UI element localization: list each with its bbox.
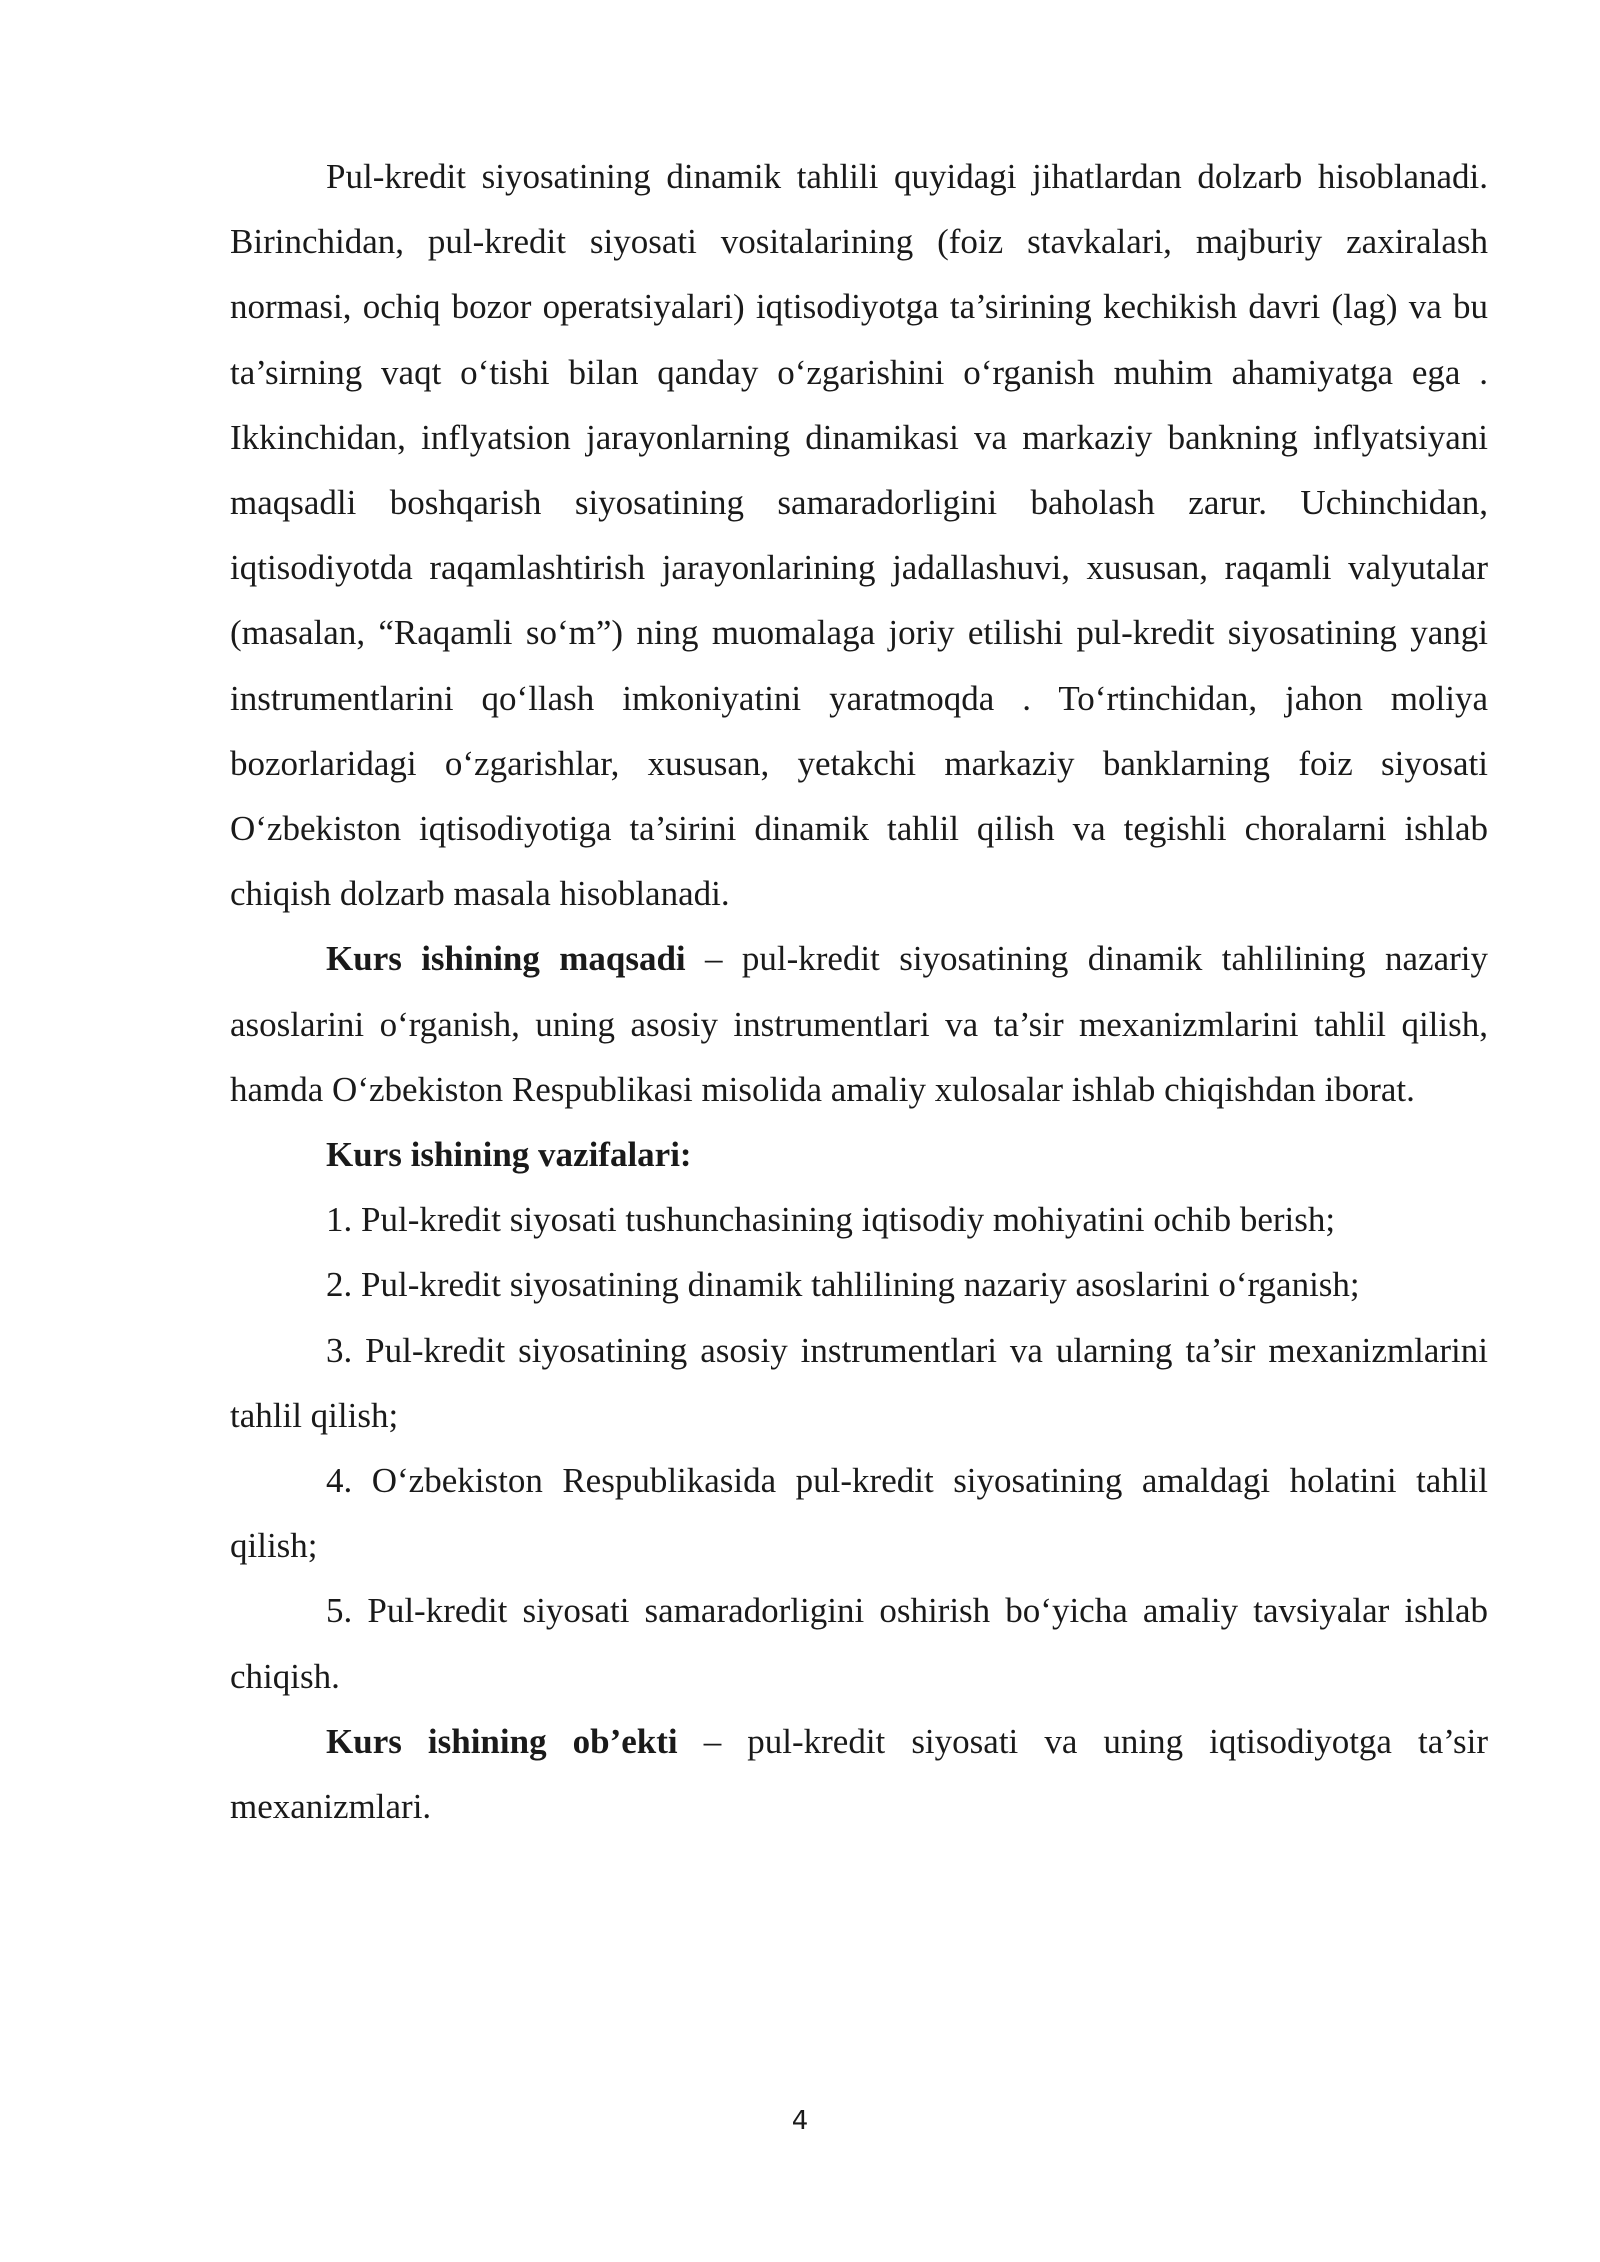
object-paragraph — [230, 1709, 1488, 1839]
tasks-heading-label: Kurs ishining vazifalari: — [326, 1135, 692, 1175]
goal-paragraph — [230, 926, 1488, 1122]
page-number: 4 — [791, 2106, 809, 2136]
tasks-heading — [230, 1122, 1488, 1187]
task-item-2: 2. Pul-kredit siyosatining dinamik tahlilining nazariy asoslarini o‘rganish; — [326, 1265, 1360, 1305]
task-item-4: 4. O‘zbekiston Respublikasida pul-kredit siyosatining amaldagi holatini tahlil qilish; — [230, 1461, 1488, 1566]
goal-text: – pul-kredit siyosatining dinamik tahlilining nazariy asoslarini o‘rganish, uning asosiy instrumentlari va ta’sir mexanizmlarini tahlil qilish, hamda O‘zbekiston Respublikasi misolida amaliy xulosalar ishlab chiqishdan iborat. — [230, 939, 1488, 1109]
page-body — [230, 144, 1488, 1839]
object-text: – pul-kredit siyosati va uning iqtisodiyotga ta’sir mexanizmlari. — [230, 1721, 1488, 1827]
task-item-1: 1. Pul-kredit siyosati tushunchasining iqtisodiy mohiyatini ochib berish; — [326, 1200, 1336, 1240]
task-item-5: 5. Pul-kredit siyosati samaradorligini oshirish bo‘yicha amaliy tavsiyalar ishlab chiqish. — [230, 1591, 1488, 1696]
goal-label: Kurs ishining maqsadi — [326, 939, 686, 979]
task-item-3: 3. Pul-kredit siyosatining asosiy instrumentlari va ularning ta’sir mexanizmlarini tahlil qilish; — [230, 1330, 1488, 1435]
intro-paragraph: Pul-kredit siyosatining dinamik tahlili quyidagi jihatlardan dolzarb hisoblanadi. Birinchidan, pul-kredit siyosati vositalarining (foiz stavkalari, majburiy zaxiralash normasi, ochiq bozor operatsiyalari) iqtisodiyotga ta’sirining kechikish davri (lag) va bu ta’sirning vaqt o‘tishi bilan qanday o‘zgarishini o‘rganish muhim ahamiyatga ega . Ikkinchidan, inflyatsion jarayonlarning dinamikasi va markaziy bankning inflyatsiyani maqsadli boshqarish siyosatining samaradorligini baholash zarur. Uchinchidan, iqtisodiyotda raqamlashtirish jarayonlarining jadallashuvi, xususan, raqamli valyutalar (masalan, “Raqamli so‘m”) ning muomalaga joriy etilishi pul-kredit siyosatining yangi instrumentlarini qo‘llash imkoniyatini yaratmoqda . To‘rtinchidan, jahon moliya bozorlaridagi o‘zgarishlar, xususan, yetakchi markaziy banklarning foiz siyosati O‘zbekiston iqtisodiyotiga ta’sirini dinamik tahlil qilish va tegishli choralarni ishlab chiqish dolzarb masala hisoblanadi. — [230, 157, 1488, 914]
object-label: Kurs ishining ob’ekti — [326, 1721, 678, 1761]
